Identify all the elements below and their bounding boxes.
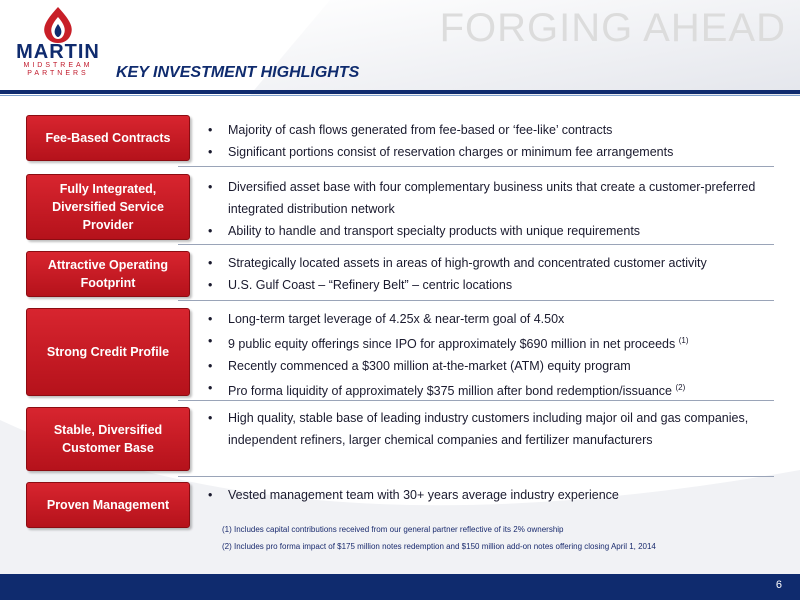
bullet-item: • Majority of cash flows generated from fee-based or ‘fee-like’ contracts bbox=[204, 119, 778, 141]
label-proven-management: Proven Management bbox=[26, 482, 190, 528]
footnote-1: (1) Includes capital contributions received from our general partner reflective of its 2% ownership bbox=[222, 525, 564, 534]
footnote-ref: (2) bbox=[675, 383, 686, 393]
bullet-item: • Long-term target leverage of 4.25x & near-term goal of 4.50x bbox=[204, 308, 778, 330]
bullet-list bbox=[204, 252, 778, 296]
bullet-item bbox=[204, 377, 778, 402]
page-number: 6 bbox=[775, 579, 782, 591]
page-title: KEY INVESTMENT HIGHLIGHTS bbox=[116, 64, 360, 81]
bullet-item: • Significant portions consist of reservation charges or minimum fee arrangements bbox=[204, 141, 778, 163]
bullet-list bbox=[204, 407, 778, 451]
bullet-item: • High quality, stable base of leading industry customers including major oil and gas companies, independent refiners, larger chemical companies and fertilizer manufacturers bbox=[204, 407, 778, 451]
bullet-text: Pro forma liquidity of approximately $375 million after bond redemption/issuance bbox=[228, 384, 672, 399]
footnote-ref: (1) bbox=[678, 336, 689, 345]
bullet-list bbox=[204, 176, 778, 242]
section-divider bbox=[178, 244, 774, 245]
bullet-text: 9 public equity offerings since IPO for approximately $690 million in net proceeds bbox=[228, 337, 676, 352]
label-stable-customer-base: Stable, Diversified Customer Base bbox=[26, 407, 190, 471]
label-fully-integrated: Fully Integrated, Diversified Service Provider bbox=[26, 174, 190, 240]
section-divider bbox=[178, 476, 774, 477]
label-fee-based-contracts: Fee-Based Contracts bbox=[26, 115, 190, 161]
bullet-item: • Vested management team with 30+ years average industry experience bbox=[204, 484, 778, 506]
watermark-text: FORGING AHEAD bbox=[439, 6, 786, 50]
section-divider bbox=[178, 300, 774, 301]
bullet-item bbox=[204, 330, 778, 355]
logo-line2: PARTNERS bbox=[27, 70, 89, 77]
bullet-item: • Ability to handle and transport specialty products with unique requirements bbox=[204, 220, 778, 242]
header-divider-thin bbox=[0, 95, 800, 96]
bullet-list bbox=[204, 484, 778, 506]
section-divider bbox=[178, 400, 774, 401]
logo-line1: MIDSTREAM bbox=[23, 62, 93, 69]
section-divider bbox=[178, 166, 774, 167]
bullet-list bbox=[204, 119, 778, 163]
bullet-item: • U.S. Gulf Coast – “Refinery Belt” – centric locations bbox=[204, 274, 778, 296]
flame-icon bbox=[40, 6, 76, 44]
company-logo bbox=[8, 6, 108, 92]
header-divider bbox=[0, 90, 800, 94]
bullet-item: • Strategically located assets in areas of high-growth and concentrated customer activity bbox=[204, 252, 778, 274]
footer-bar bbox=[0, 574, 800, 600]
bullet-item: • Recently commenced a $300 million at-the-market (ATM) equity program bbox=[204, 355, 778, 377]
label-strong-credit: Strong Credit Profile bbox=[26, 308, 190, 396]
bullet-item: • Diversified asset base with four complementary business units that create a customer-preferred integrated distribution network bbox=[204, 176, 778, 220]
footnote-2: (2) Includes pro forma impact of $175 million notes redemption and $150 million add-on notes offering closing April 1, 2014 bbox=[222, 542, 656, 551]
bullet-list bbox=[204, 308, 778, 402]
label-attractive-footprint: Attractive Operating Footprint bbox=[26, 251, 190, 297]
logo-name: MARTIN bbox=[16, 41, 100, 63]
footnotes bbox=[222, 521, 656, 555]
